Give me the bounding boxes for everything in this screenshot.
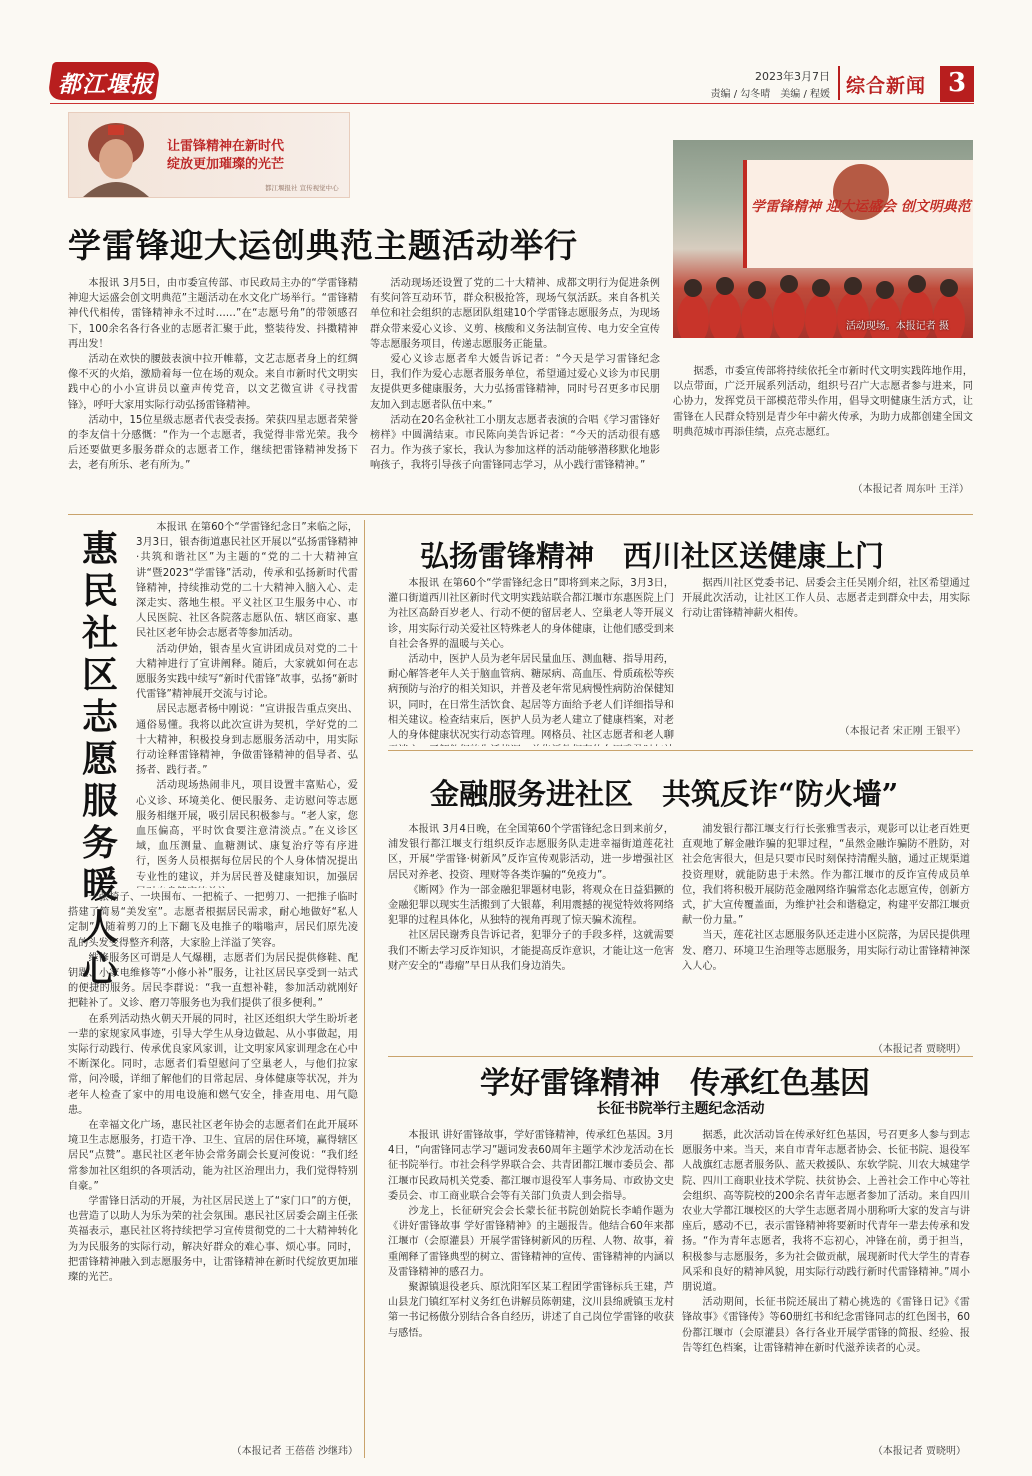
article-2-headline: 惠民社区志愿服务暖人心	[82, 528, 119, 990]
article-2-paragraph: 学雷锋日活动的开展，为社区居民送上了“家门口”的方便，也营造了以助人为乐为荣的社会氛围。惠民社区居委会副主任张英福表示，惠民社区将持续把学习宣传贯彻党的二十大精神转化为为民服务的实际行动，解决好群众的难心事、烦心事。同时，把雷锋精神融入到志愿服务中，让雷锋精神在新时代绽放更加璀璨的光芒。	[68, 1196, 358, 1284]
editors-line: 责编 / 勾冬晴 美编 / 程媛	[710, 89, 830, 100]
article-4-byline: （本报记者 贾晓明）	[872, 1044, 966, 1055]
photo-caption: 活动现场。本报记者 摄	[845, 321, 949, 332]
article-5-column-2	[682, 1128, 970, 1438]
article-4-paragraph: 当天，莲花社区志愿服务队还走进小区院落，为居民提供理发、磨刀、环境卫生治理等志愿服务，用实际行动让雷锋精神深入人心。	[682, 930, 970, 972]
article-2-paragraph: 居民志愿者杨中刚说：“宣讲报告重点突出、通俗易懂。我将以此次宣讲为契机，学好党的二十大精神，积极投身到志愿服务活动中，用实际行动诠释雷锋精神，争做雷锋精神的倡导者、弘扬者、践行者。”	[136, 704, 358, 777]
article-2-paragraph: 在幸福文化广场，惠民社区老年协会的志愿者们在此开展环境卫生志愿服务，打造干净、卫生、宜居的居住环境，赢得辖区居民“点赞”。惠民社区老年协会常务副会长夏河俊说：“我们经常参加社区组织的各项活动，能为社区治理出力，我们觉得特别自豪。”	[68, 1120, 358, 1192]
article-1-paragraph: 爱心义诊志愿者牟大媛告诉记者：“今天是学习雷锋纪念日，我们作为爱心志愿者服务单位，希望通过爱心义诊为市民朋友提供更多健康服务，大力弘扬雷锋精神，同时号召更多市民朋友加入到志愿者队伍中来。”	[370, 354, 660, 411]
event-photo	[673, 140, 973, 338]
article-3-paragraph: 活动中，医护人员为老年居民量血压、测血糖、指导用药，耐心解答老年人关于脑血管病、糖尿病、高血压、骨质疏松等疾病预防与治疗的相关知识，并普及老年常见病慢性病防治保健知识，同时，在日常生活饮食、起居等方面给予老人们详细指导和相关建议。检查结束后，医护人员为老人建立了健康档案，对老人的身体健康状况实行动态管理。网格员、社区志愿者和老人聊	[388, 654, 674, 742]
article-1-paragraph: 本报讯 3月5日，由市委宣传部、市民政局主办的“学雷锋精神迎大运盛会创文明典范”主题活动在水文化广场举行。“雷锋精神代代相传，雷锋精神永不过时……”在“志愿号角”的带领感召下，100余名各行各业的志愿者汇聚于此，整装待发、抖擞精神再出发！	[68, 278, 358, 350]
article-1-paragraph: 活动在欢快的腰鼓表演中拉开帷幕，文艺志愿者身上的红绸像不灭的火焰，激励着每一位在场的观众。来自市新时代文明实践中心的小小宣讲员以童声传党音，以文艺微宣讲《寻找雷锋》，呼吁大家用实际行动弘扬雷锋精神。	[68, 354, 358, 411]
banner-credit: 都江堰报社 宣传视觉中心	[265, 184, 339, 192]
article-4-paragraph: 社区居民谢秀良告诉记者，犯罪分子的手段多样，这就需要我们不断去学习反诈知识，才能提高反诈意识，才能让这一危害财产安全的“毒瘤”早日从我们身边消失。	[388, 930, 674, 972]
article-5-paragraph: 活动期间，长征书院还展出了精心挑选的《雷锋日记》《雷锋故事》《雷锋传》等60册红书和纪念雷锋同志的红色图书，60份都江堰市（会原灌县）各行各业开展学雷锋的简报、经验、报告等红色档案，让雷锋精神在新时代滋养读者的心灵。	[682, 1297, 970, 1354]
page-number: 3	[947, 68, 967, 98]
article-3-column-1	[388, 576, 674, 746]
article-2-column-top	[136, 520, 358, 888]
article-5-paragraph: 本报讯 讲好雷锋故事，学好雷锋精神，传承红色基因。3月4日，“向雷锋同志学习”题词发表60周年主题学术沙龙活动在长征书院举行。市社会科学界联合会、共青团都江堰市委员会、都江堰市民政局机关党委、都江堰市退役军人事务局、市政协文史委员会、市工商业联合会等有关部门负责人到会指导。	[388, 1130, 674, 1202]
article-2-paragraph: 一张椅子、一块围布、一把梳子、一把剪刀、一把推子临时搭建了简易“美发室”。志愿者根据居民需求，耐心地做好“私人定制”，随着剪刀的上下翻飞及电推子的嗡嗡声，居民们原先凌乱的头发变得整齐利落，大家脸上洋溢了笑容。	[68, 892, 358, 949]
article-2-byline: （本报记者 王蓓蓓 沙继玮）	[231, 1446, 358, 1457]
article-2-paragraph: 本报讯 在第60个“学雷锋纪念日”来临之际，3月3日，银杏街道惠民社区开展以“弘扬雷锋精神·共筑和谐社区”为主题的“党的二十大精神宣讲“暨2023“学雷锋”活动，传承和弘扬新时代雷锋精神，持续推动党的二十大精神入脑入心、走深走实、落地生根。平义社区卫生服务中心、市人民医院、社区各院落志愿队伍、辖区商家、惠民社区老年协会志愿者等参加活动。	[136, 522, 358, 640]
section-name: 综合新闻	[846, 75, 927, 97]
article-1-column-2	[370, 276, 660, 508]
theme-banner	[68, 112, 350, 198]
masthead	[0, 0, 1032, 104]
article-1-byline: （本报记者 周东叶 王洋）	[852, 484, 969, 495]
article-5-paragraph: 据悉，此次活动旨在传承好红色基因，号召更多人参与到志愿服务中来。当天，来自市青年志愿者协会、长征书院、退役军人战旗红志愿者服务队、蓝天救援队、东软学院、川农大城建学院、四川工商职业技术学院、扶贫协会、上善社会工作中心等社会组织、高等院校的200余名青年志愿者参加了活动。来自四川农业大学都江堰校区的大学生志愿者周小朋称听大家的发言与讲座后，感动不已，表示雷锋精神将要新时代青年一辈去传承和发扬。“作为青年志愿者，我将不忘初心，冲锋在前，勇于担当，积极参与志愿服务，多为社会做贡献，展现新时代大学生的青春风采和良好的精神风貌，用实际行动践行新时代雷锋精神。”周小朋说道。	[682, 1130, 970, 1294]
masthead-rule	[50, 103, 974, 104]
article-2-paragraph: 活动现场热闹非凡，项目设置丰富贴心，爱心义诊、环境美化、便民服务、走访慰问等志愿服务相继开展，吸引居民积极参与。“老人家，您血压偏高，平时饮食要注意清淡点。”在义诊区域，血压测量、血糖测试、康复治疗等有序进行，医务人员根据每位居民的个人身体情况提出专业性的建议，并为居民普及健康知识，加强居	[136, 780, 358, 883]
article-1-column-3	[673, 364, 973, 474]
article-5-byline: （本报记者 贾晓明）	[872, 1446, 966, 1457]
article-1-paragraph: 活动现场还设置了党的二十大精神、成都文明行为促进条例有奖问答互动环节，群众积极抢答，现场气氛活跃。来自各机关单位和社会组织的志愿团队组建10个学雷锋志愿服务点，为现场群众带来爱心义诊、义剪、核酸和义务法制宣传、电力安全宣传等志愿服务项目，传递志愿服务正能量。	[370, 278, 660, 350]
article-2-paragraph: 活动伊始，银杏星火宣讲团成员对党的二十大精神进行了宣讲阐释。随后，大家就如何在志愿服务实践中续写“新时代雷锋”故事，弘扬“新时代雷锋”精神展开交流与讨论。	[136, 643, 358, 701]
issue-date: 2023年3月7日	[755, 70, 830, 83]
article-2-paragraph: 维修服务区可谓是人气爆棚，志愿者们为居民提供修鞋、配钥匙、小家电维修等“小修小补”服务，让社区居民享受到一站式的便捷的服务。居民李群说：“我一直想补鞋，参加活动就刚好把鞋补了。义诊、磨刀等服务也为我们提供了很多便利。”	[68, 952, 358, 1010]
article-5-column-1	[388, 1128, 674, 1462]
article-3-paragraph: 本报讯 在第60个“学雷锋纪念日”即将到来之际，3月3日，灌口街道西川社区新时代文明实践站联合都江堰市东惠医院上门为社区高龄百岁老人、行动不便的留居老人、空巢老人等开展义诊，用实际行动关爱社区特殊老人的身体健康，让他们感受到来自社会各界的温暖与关心。	[388, 578, 674, 650]
section-rule-2	[388, 750, 973, 751]
paper-name: 都江堰报	[58, 71, 154, 98]
section-rule-3	[388, 1056, 973, 1057]
article-1-column-1	[68, 276, 358, 508]
article-1-headline: 学雷锋迎大运创典范主题活动举行	[68, 226, 578, 265]
article-1-paragraph: 活动中，15位星级志愿者代表受表扬。荣获四星志愿者荣誉的李友信十分感慨：“作为一个志愿者，我觉得非常光荣。我今后还要做更多服务群众的志愿者工作，继续把雷锋精神发扬下去，老有所乐、老有所为。”	[68, 414, 358, 472]
column-rule	[364, 520, 365, 1458]
article-5-paragraph: 聚源镇退役老兵、原沈阳军区某工程团学雷锋标兵王建，芦山县龙门镇红军村义务红色讲解员陈朝建，汶川县绵虒镇玉龙村第一书记杨傲分别结合各自经历，讲述了自己岗位学雷锋的收获与感悟。	[388, 1282, 674, 1339]
article-4-column-1	[388, 822, 674, 1040]
article-4-headline: 金融服务进社区 共筑反诈“防火墙”	[430, 777, 899, 811]
section-rule-1	[68, 514, 973, 515]
article-3-headline: 弘扬雷锋精神 西川社区送健康上门	[420, 539, 885, 573]
article-1-paragraph: 活动在20名金秋社工小朋友志愿者表演的合唱《学习雷锋好榜样》中圆满结束。市民陈向美告诉记者：“今天的活动很有感召力。作为孩子家长，我认为参加这样的活动能够潜移默化地影响孩子，我将引导孩子向雷锋同志学习，从小践行雷锋精神。”	[370, 414, 660, 472]
section-divider	[838, 66, 840, 100]
article-4-column-2	[682, 822, 970, 1016]
article-4-paragraph: 浦发银行都江堰支行行长张雅雪表示，观影可以让老百姓更直观地了解金融诈骗的犯罪过程，“虽然金融诈骗防不胜防，对社会危害很大，但是只要市民时刻保持清醒头脑，通过正规渠道投资理财，就能防患于未然。作为都江堰市的反诈宣传成员单位，我们将积极开展防范金融网络诈骗常态化志愿宣传，创新方式，扩大宣传覆盖面，为维护社会和谐稳定，构建平安都江堰贡献一份力量。”	[682, 824, 970, 927]
article-3-byline: （本报记者 宋正刚 王银平）	[839, 726, 966, 737]
article-5-headline: 学好雷锋精神 传承红色基因	[480, 1066, 870, 1101]
banner-line-1: 让雷锋精神在新时代	[167, 139, 285, 154]
article-4-paragraph: 本报讯 3月4日晚，在全国第60个学雷锋纪念日到来前夕，浦发银行都江堰支行组织反诈志愿服务队走进幸福街道莲花社区，开展“学雷锋·树新风”反诈宣传观影活动，进一步增强社区居民对养老、投资、理财等各类诈骗的“免疫力”。	[388, 824, 674, 881]
photo-stage-text: 学雷锋精神 迎大运盛会 创文明典范	[751, 199, 971, 215]
article-2-paragraph: 在系列活动热火朝天开展的同时，社区还组织大学生盼圻老一辈的家规家风事迹，引导大学生从身边做起、从小事做起，用实际行动践行、传承优良家风家训，让文明家风家训理念在心中不断深化。同时，志愿者们看望慰问了空巢老人，与他们拉家常，问冷暖，详细了解他们的目常起居、身体健康等状况，并为老年人检查了家中的用电设施和燃气安全，排查用电、用气隐患。	[68, 1013, 358, 1116]
article-5-subheadline: 长征书院举行主题纪念活动	[596, 1101, 765, 1117]
banner-line-2: 绽放更加璀璨的光芒	[167, 157, 285, 172]
article-5-paragraph: 沙龙上，长征研究会会长蒙长征书院创始院长李峭作题为《讲好雷锋故事 学好雷锋精神》的主题报告。他结合60年来都江堰市（会原灌县）开展学雷锋树新风的历程、人物、故事，着重阐释了雷锋典型的树立、雷锋精神的宣传、雷锋精神的内涵以及雷锋精神的感召力。	[388, 1206, 674, 1278]
article-3-column-2	[682, 576, 970, 718]
article-1-paragraph: 据悉，市委宣传部将持续依托全市新时代文明实践阵地作用，以点带面，广泛开展系列活动，组织号召广大志愿者参与进来，同心协力，发挥党员干部模范带头作用，倡导文明健康生活方式，让雷锋在人民群众特别是青少年中薪火传承，为助力成都创建全国文明典范城市再添佳绩，点亮志愿红。	[673, 366, 973, 438]
lei-feng-portrait	[73, 115, 159, 197]
article-2-column-bottom	[68, 890, 358, 1440]
article-3-paragraph: 据西川社区党委书记、居委会主任吴刚介绍，社区希望通过开展此次活动，让社区工作人员、志愿者走到群众中去，用实际行动让雷锋精神薪火相传。	[682, 578, 970, 620]
article-4-paragraph: 《断网》作为一部金融犯罪题材电影，将观众在日益猖獗的金融犯罪以现实生活搬到了大银幕，利用震撼的视觉特效将网络犯罪的过程具体化，从独特的视角再现了惊天骗术流程。	[388, 884, 674, 927]
